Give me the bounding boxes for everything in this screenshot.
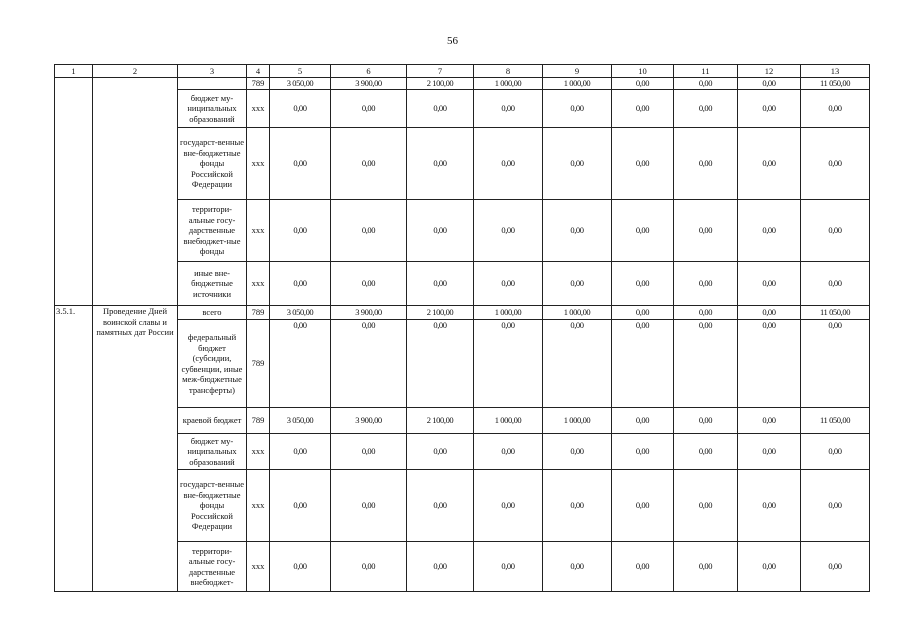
value-cell: 0,00 [331,90,407,128]
value-cell: 3 900,00 [331,78,407,90]
value-cell: 0,00 [674,78,738,90]
value-cell: 0,00 [612,434,674,470]
code-cell: ххх [247,542,270,592]
header-cell: 12 [738,65,801,78]
value-cell: 0,00 [612,78,674,90]
table-row [55,128,870,200]
value-cell: 1 000,00 [543,306,612,320]
value-cell: 0,00 [612,542,674,592]
header-cell: 1 [55,65,93,78]
value-cell: 0,00 [543,320,612,408]
code-cell: 789 [247,78,270,90]
value-cell: 0,00 [738,434,801,470]
value-cell: 0,00 [270,200,331,262]
funding-source-cell: территори-альные госу-дарственные внебюджет-ные фонды [178,200,247,262]
value-cell: 0,00 [612,470,674,542]
code-cell: 789 [247,408,270,434]
table-row [55,262,870,306]
value-cell: 0,00 [407,320,474,408]
code-cell: ххх [247,262,270,306]
value-cell: 0,00 [738,128,801,200]
code-cell: ххх [247,90,270,128]
value-cell: 0,00 [738,262,801,306]
value-cell: 0,00 [801,542,870,592]
value-cell: 0,00 [474,200,543,262]
value-cell: 0,00 [331,200,407,262]
value-cell: 0,00 [407,128,474,200]
funding-source-cell [178,78,247,90]
table-row [55,90,870,128]
header-cell: 11 [674,65,738,78]
table-row [55,542,870,592]
value-cell: 0,00 [270,470,331,542]
header-cell: 6 [331,65,407,78]
value-cell: 1 000,00 [474,78,543,90]
value-cell: 0,00 [738,320,801,408]
table-body [55,65,870,592]
value-cell: 0,00 [674,408,738,434]
value-cell: 0,00 [331,470,407,542]
value-cell: 1 000,00 [474,306,543,320]
value-cell: 11 050,00 [801,78,870,90]
value-cell: 0,00 [331,434,407,470]
value-cell: 0,00 [801,470,870,542]
value-cell: 0,00 [738,200,801,262]
value-cell: 0,00 [543,90,612,128]
value-cell: 3 900,00 [331,306,407,320]
value-cell: 3 050,00 [270,78,331,90]
item-number-cell [55,78,93,306]
value-cell: 0,00 [474,320,543,408]
value-cell: 0,00 [407,542,474,592]
code-cell: 789 [247,320,270,408]
funding-source-cell: федеральный бюджет (субсидии, субвенции, иные меж-бюджетные трансферты) [178,320,247,408]
item-name-cell: Проведение Дней воинской славы и памятных дат России [93,306,178,592]
header-cell: 10 [612,65,674,78]
value-cell: 0,00 [612,128,674,200]
value-cell: 11 050,00 [801,306,870,320]
value-cell: 0,00 [801,90,870,128]
value-cell: 0,00 [474,90,543,128]
value-cell: 1 000,00 [543,408,612,434]
table-row [55,78,870,90]
value-cell: 0,00 [270,128,331,200]
value-cell: 0,00 [801,320,870,408]
value-cell: 0,00 [674,200,738,262]
value-cell: 0,00 [407,262,474,306]
value-cell: 0,00 [407,90,474,128]
funding-source-cell: государст-венные вне-бюджетные фонды Российской Федерации [178,470,247,542]
value-cell: 0,00 [474,262,543,306]
value-cell: 0,00 [738,408,801,434]
funding-source-cell: иные вне-бюджетные источники [178,262,247,306]
header-cell: 7 [407,65,474,78]
value-cell: 0,00 [738,470,801,542]
value-cell: 0,00 [270,434,331,470]
header-cell: 9 [543,65,612,78]
header-row [55,65,870,78]
value-cell: 0,00 [801,262,870,306]
value-cell: 0,00 [270,542,331,592]
value-cell: 0,00 [801,434,870,470]
value-cell: 0,00 [474,434,543,470]
value-cell: 0,00 [543,470,612,542]
value-cell: 0,00 [331,542,407,592]
table-row [55,320,870,408]
table-row [55,470,870,542]
header-cell: 2 [93,65,178,78]
table-row [55,200,870,262]
value-cell: 0,00 [331,262,407,306]
value-cell: 0,00 [543,200,612,262]
budget-table [54,64,870,592]
funding-source-cell: территори-альные госу-дарственные внебюджет- [178,542,247,592]
value-cell: 0,00 [543,128,612,200]
value-cell: 11 050,00 [801,408,870,434]
code-cell: ххх [247,470,270,542]
value-cell: 0,00 [331,128,407,200]
header-cell: 8 [474,65,543,78]
value-cell: 0,00 [612,200,674,262]
value-cell: 2 100,00 [407,306,474,320]
value-cell: 0,00 [270,320,331,408]
value-cell: 0,00 [801,128,870,200]
value-cell: 1 000,00 [474,408,543,434]
value-cell: 1 000,00 [543,78,612,90]
table-row [55,408,870,434]
value-cell: 0,00 [474,128,543,200]
value-cell: 2 100,00 [407,78,474,90]
value-cell: 0,00 [543,434,612,470]
value-cell: 0,00 [801,200,870,262]
value-cell: 0,00 [674,542,738,592]
value-cell: 0,00 [738,542,801,592]
value-cell: 0,00 [674,470,738,542]
value-cell: 0,00 [474,542,543,592]
value-cell: 0,00 [407,200,474,262]
value-cell: 0,00 [674,262,738,306]
funding-source-cell: всего [178,306,247,320]
value-cell: 0,00 [674,434,738,470]
header-cell: 5 [270,65,331,78]
funding-source-cell: бюджет му-ниципальных образований [178,90,247,128]
value-cell: 0,00 [738,90,801,128]
page-number: 56 [447,35,458,47]
value-cell: 3 050,00 [270,306,331,320]
value-cell: 0,00 [612,320,674,408]
value-cell: 0,00 [331,320,407,408]
code-cell: ххх [247,128,270,200]
item-number-cell: 3.5.1. [55,306,93,592]
table-row [55,306,870,320]
value-cell: 0,00 [270,262,331,306]
value-cell: 0,00 [270,90,331,128]
funding-source-cell: краевой бюджет [178,408,247,434]
header-cell: 3 [178,65,247,78]
code-cell: 789 [247,306,270,320]
value-cell: 0,00 [543,542,612,592]
value-cell: 0,00 [612,262,674,306]
value-cell: 0,00 [474,470,543,542]
value-cell: 3 050,00 [270,408,331,434]
funding-source-cell: государст-венные вне-бюджетные фонды Российской Федерации [178,128,247,200]
value-cell: 0,00 [674,306,738,320]
value-cell: 0,00 [543,262,612,306]
value-cell: 0,00 [612,408,674,434]
value-cell: 0,00 [738,78,801,90]
value-cell: 0,00 [674,90,738,128]
value-cell: 3 900,00 [331,408,407,434]
header-cell: 13 [801,65,870,78]
value-cell: 2 100,00 [407,408,474,434]
header-cell: 4 [247,65,270,78]
value-cell: 0,00 [407,470,474,542]
table-row [55,434,870,470]
funding-source-cell: бюджет му-ниципальных образований [178,434,247,470]
code-cell: ххх [247,200,270,262]
value-cell: 0,00 [674,320,738,408]
value-cell: 0,00 [407,434,474,470]
item-name-cell [93,78,178,306]
value-cell: 0,00 [612,90,674,128]
value-cell: 0,00 [612,306,674,320]
value-cell: 0,00 [738,306,801,320]
value-cell: 0,00 [674,128,738,200]
code-cell: ххх [247,434,270,470]
